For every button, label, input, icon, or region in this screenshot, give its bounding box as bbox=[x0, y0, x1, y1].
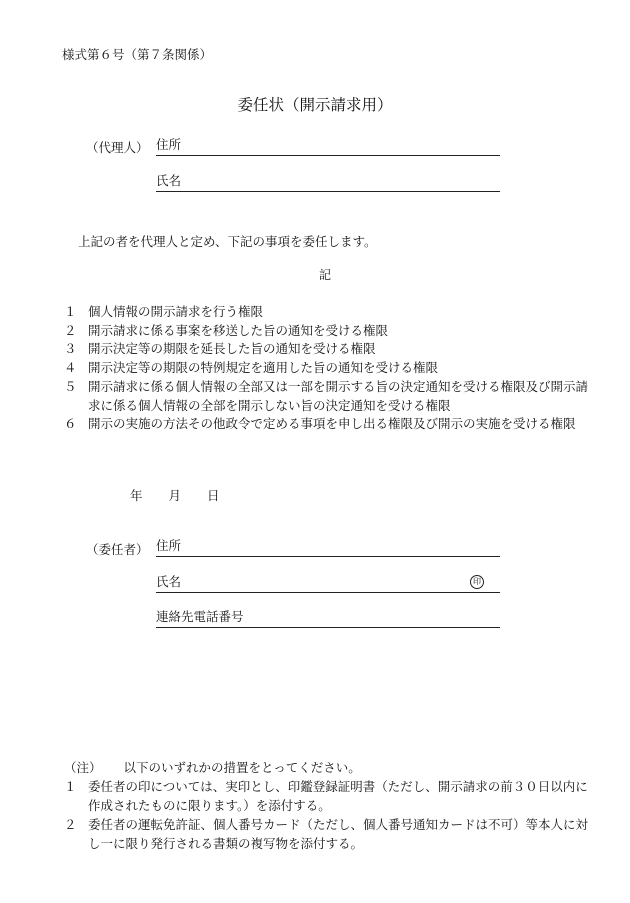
date-year: 年 bbox=[130, 488, 143, 503]
list-item: ２ 開示請求に係る事案を移送した旨の通知を受ける権限 bbox=[64, 322, 389, 338]
list-item: ５ 開示請求に係る個人情報の全部又は一部を開示する旨の決定通知を受ける権限及び開示請求に係る個人情報の全部を開示しない旨の決定通知を受ける権限 bbox=[64, 378, 589, 413]
date-row[interactable] bbox=[130, 486, 246, 504]
notes-heading: （注） bbox=[64, 760, 102, 775]
principal-role-label: （委任者） bbox=[86, 542, 149, 557]
principal-phone-label: 連絡先電話番号 bbox=[156, 609, 244, 624]
ki-label: 記 bbox=[318, 268, 331, 282]
principal-name-field[interactable] bbox=[156, 570, 500, 593]
list-item: ３ 開示決定等の期限を延長した旨の通知を受ける権限 bbox=[64, 341, 376, 357]
list-item: １ 委任者の印については、実印とし、印鑑登録証明書（ただし、開示請求の前３０日以内に作成されたものに限ります。）を添付する。 bbox=[64, 779, 588, 813]
principal-address-label: 住所 bbox=[156, 538, 182, 553]
delegation-statement: 上記の者を代理人と定め、下記の事項を委任します。 bbox=[78, 234, 377, 249]
agent-address-field[interactable] bbox=[156, 133, 500, 156]
principal-phone-field[interactable] bbox=[156, 605, 500, 628]
notes-heading-row bbox=[64, 758, 596, 777]
date-day: 日 bbox=[207, 488, 220, 503]
form-number: 様式第６号（第７条関係） bbox=[62, 47, 213, 62]
seal-mark-icon: 印 bbox=[470, 575, 484, 589]
notes-intro: 以下のいずれかの措置をとってください。 bbox=[123, 760, 361, 775]
document-title: 委任状（開示請求用） bbox=[237, 96, 393, 114]
principal-address-field[interactable] bbox=[156, 534, 500, 557]
list-item: ４ 開示決定等の期限の特例規定を適用した旨の通知を受ける権限 bbox=[64, 360, 439, 376]
notes-section bbox=[64, 758, 596, 853]
agent-name-label: 氏名 bbox=[156, 173, 182, 188]
principal-name-label: 氏名 bbox=[156, 574, 182, 589]
agent-role-label: （代理人） bbox=[86, 140, 149, 155]
notes-list bbox=[64, 777, 596, 853]
list-item: ６ 開示の実施の方法その他政令で定める事項を申し出る権限及び開示の実施を受ける権限 bbox=[64, 416, 576, 432]
list-item: １ 個人情報の開示請求を行う権限 bbox=[64, 304, 264, 319]
delegated-powers-list bbox=[64, 303, 596, 434]
agent-address-label: 住所 bbox=[156, 137, 182, 152]
list-item: ２ 委任者の運転免許証、個人番号カード（ただし、個人番号通知カードは不可）等本人に対し一に限り発行される書類の複写物を添付する。 bbox=[64, 817, 589, 851]
date-month: 月 bbox=[168, 488, 182, 503]
agent-name-field[interactable] bbox=[156, 169, 500, 192]
